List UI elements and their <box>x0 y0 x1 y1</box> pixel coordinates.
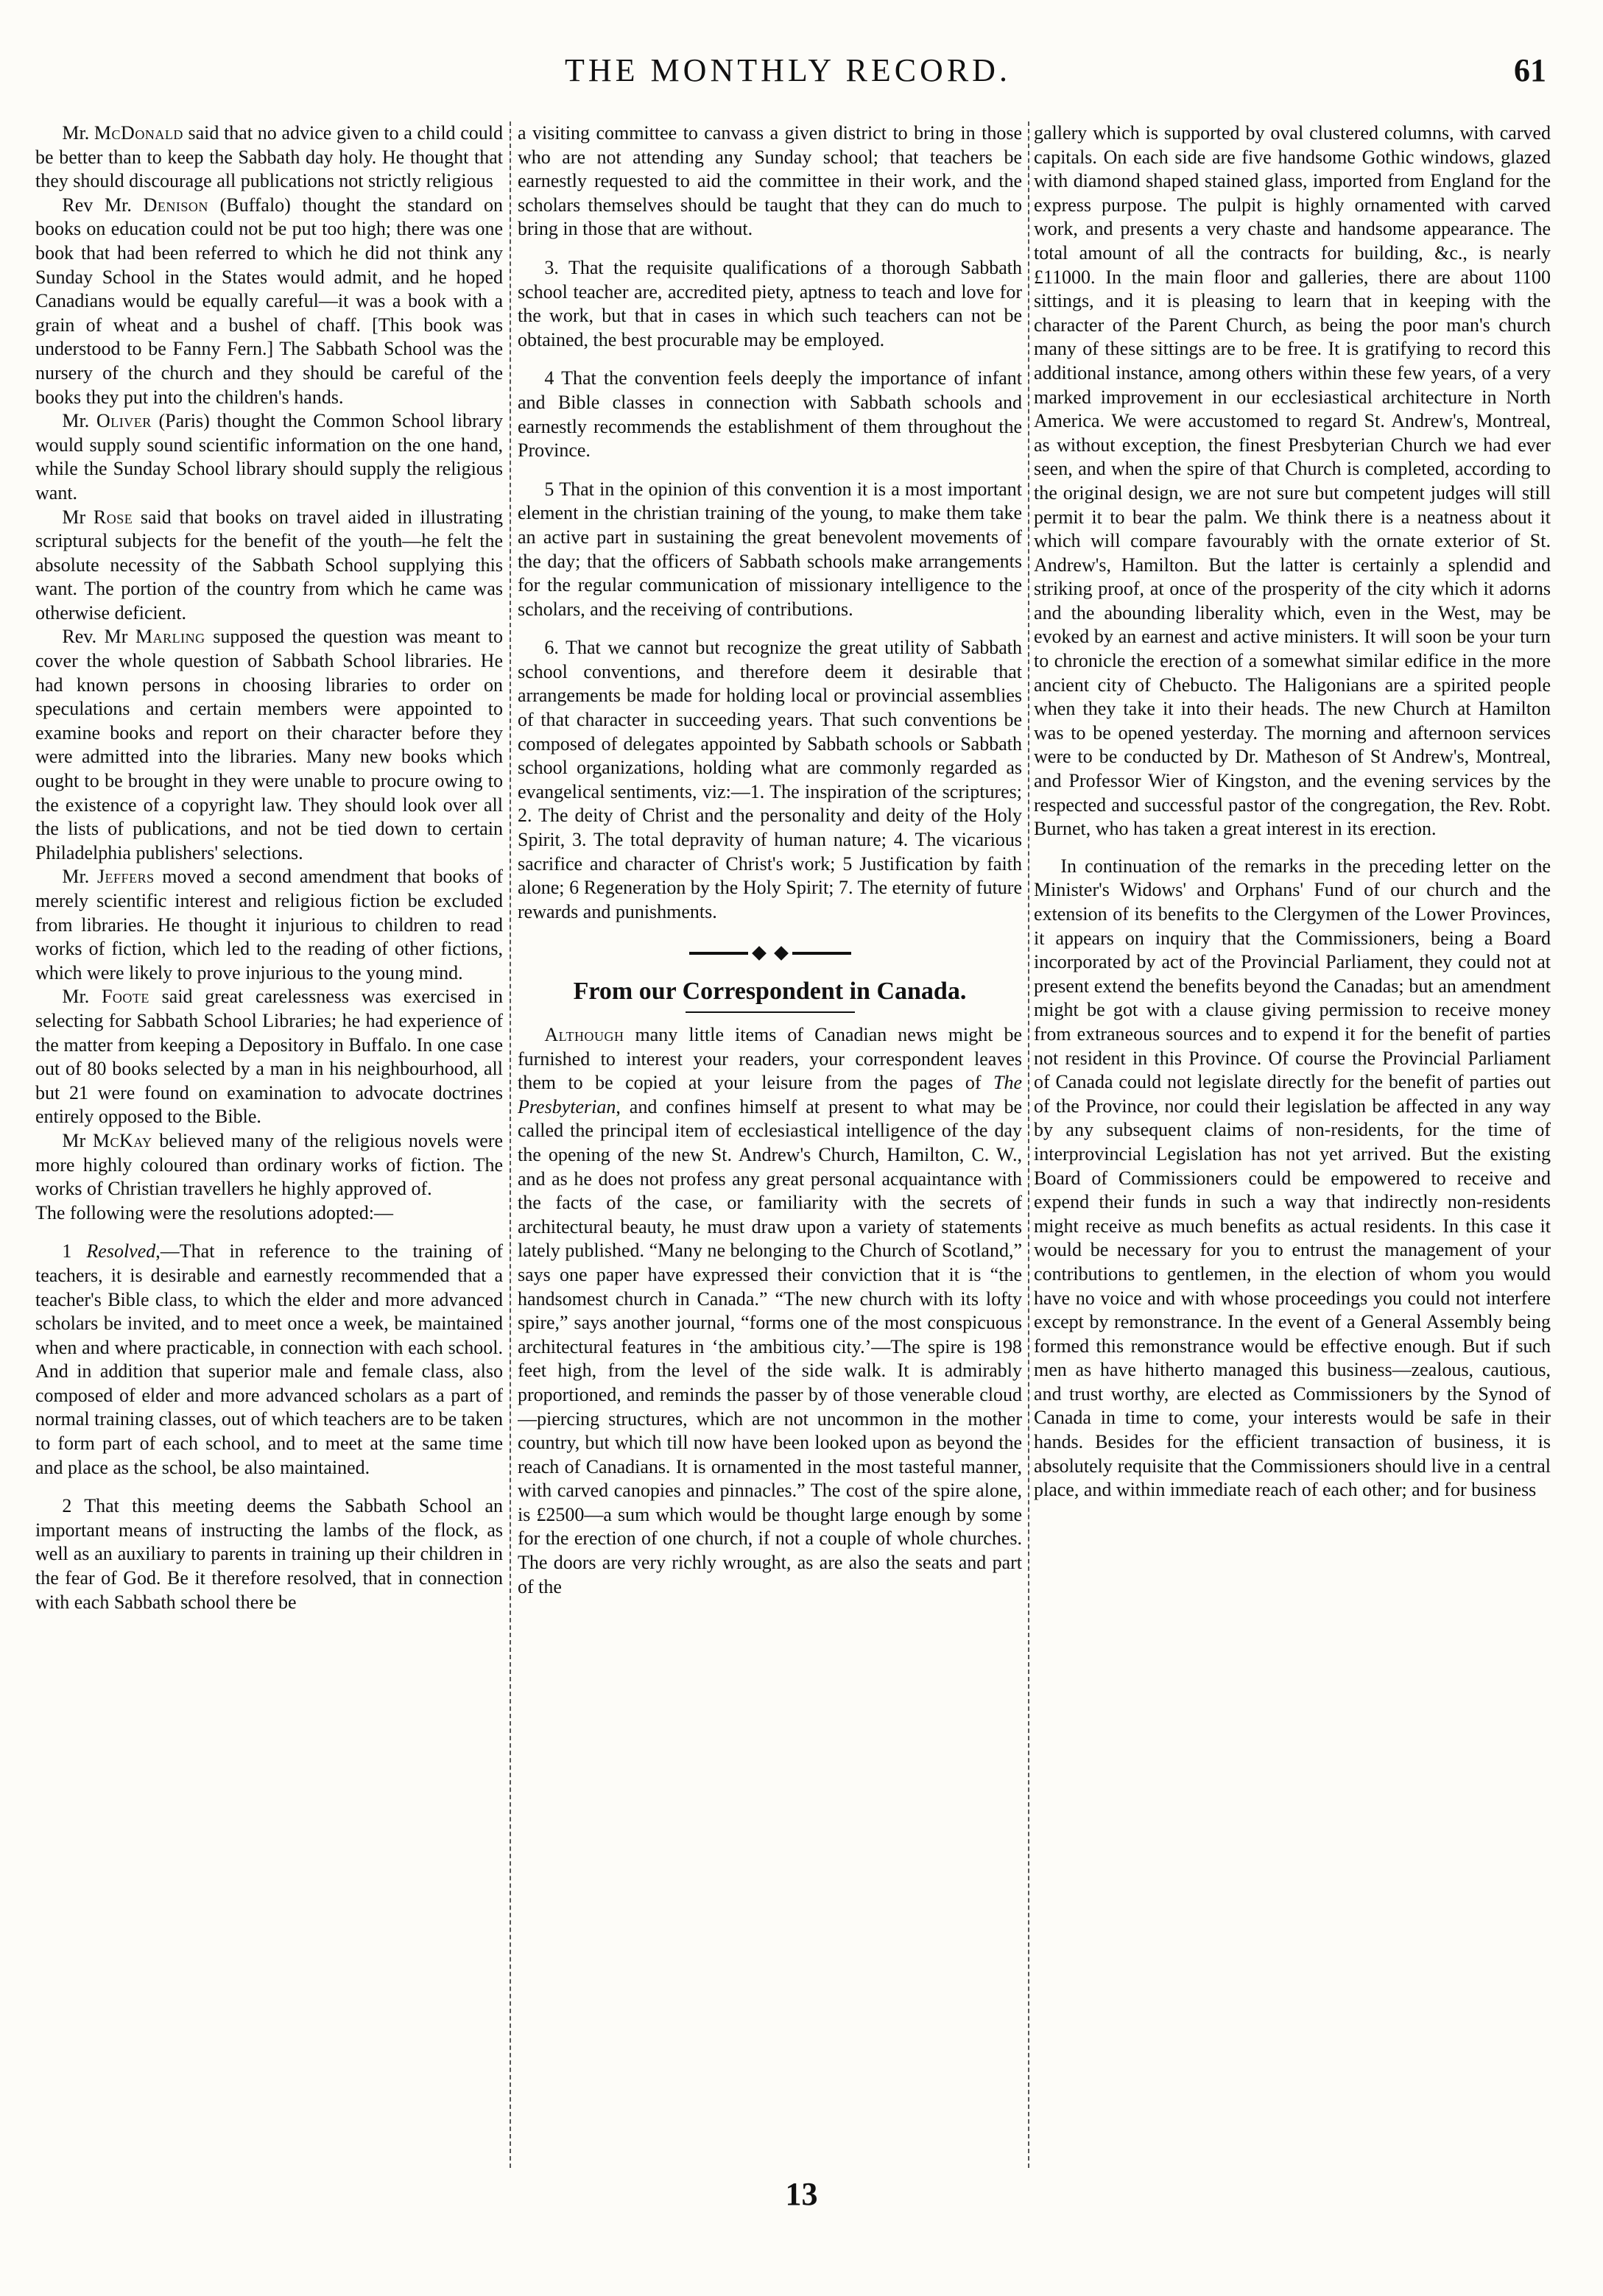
ornament-diamond <box>774 946 789 961</box>
speaker-name: McDonald <box>94 122 183 144</box>
column-rule-left <box>510 121 511 2168</box>
text-run: ,—That in reference to the training of teachers, it is desirable and earnestly recommended that a teacher's Bible class, to which the elder and more advanced scholars be invited, and to meet once a week, be maintained when and where practicable, in connection with each school. And in addition that superior male and female class, also composed of elder and more advanced scholars as a part of normal training classes, out of which teachers are to be taken to form part of each school, and to meet at the same time and place as the school, be also maintained. <box>35 1240 503 1478</box>
column-rule-right <box>1028 121 1029 2168</box>
paragraph-mcdonald <box>35 121 503 194</box>
text-run: said great carelessness was exercised in selecting for Sabbath School Libraries; he had experience of the matter from keeping a Depository in Buffalo. In one case out of 80 books selected by a man in his neighbourhood, all but 21 were found on examination to advocate doctrines entirely opposed to the Bible. <box>35 986 503 1128</box>
text-run: Mr. <box>62 866 97 888</box>
lead-word: Although <box>544 1024 624 1045</box>
text-run: Mr. <box>62 410 96 432</box>
column-3 <box>1034 121 1551 2168</box>
running-title: THE MONTHLY RECORD. <box>565 52 1011 88</box>
ornament-bar <box>689 952 748 955</box>
section-heading: From our Correspondent in Canada. <box>573 978 967 1006</box>
text-run: Rev Mr. <box>62 194 144 216</box>
page-header <box>29 52 1546 110</box>
resolution-2-continued: a visiting committee to canvass a given district to bring in those who are not attending any Sunday school; that teachers be earnestly requested to aid the committee in their work, and the scholars themselves should be taught that they can do much to bring in those that are without. <box>518 122 1022 240</box>
paragraph-jeffers <box>35 865 503 985</box>
signature-mark: 13 <box>785 2176 818 2212</box>
ornament-bar <box>792 952 851 955</box>
text-run: supposed the question was meant to cover the whole question of Sabbath School libraries. He had known persons in choosing libraries to order on speculations and certain members were appointed to examine books and report on their character before they were admitted into the libraries. Many new books which ought to be brought in they were unable to procure owing to the existence of a copyright law. They should look over all the lists of publications, and not be tied down to certain Philadelphia publishers' selections. <box>35 626 503 863</box>
resolution-5: 5 That in the opinion of this convention it is a most important element in the christian training of the young, to make them take an active part in sustaining the great benevolent movements of the day; that the officers of Sabbath schools make arrangements for the regular communication of missionary intelligence to the scholars, and the receiving of contributions. <box>518 478 1022 620</box>
column-2 <box>518 121 1022 2168</box>
paragraph-mckay <box>35 1129 503 1201</box>
paragraph-gap <box>1034 841 1551 855</box>
column-1 <box>35 121 503 2168</box>
text-run: said that no advice given to a child could be better than to keep the Sabbath day holy. He thought that they should discourage all publications not strictly religious <box>35 122 503 192</box>
text-run: moved a second amendment that books of merely scientific interest and religious fiction be excluded from libraries. He thought it injurious to children to read works of fiction, which led to the reading of other fictions, which were likely to prove injurious to the young mind. <box>35 866 503 983</box>
text-run: 1 <box>62 1240 87 1262</box>
publication-title: The Presbyterian <box>518 1072 1022 1117</box>
text-run: Mr <box>62 506 94 528</box>
text-run: Mr. <box>62 986 102 1008</box>
text-run: said that books on travel aided in illustrating scriptural subjects for the benefit of the youth—he felt the absolute necessity of the Sabbath School supplying this want. The portion of the country from which he came was otherwise deficient. <box>35 506 503 624</box>
paragraph-correspondent <box>518 1023 1022 1599</box>
section-ornament <box>518 943 1022 961</box>
paragraph-marling <box>35 625 503 865</box>
speaker-name: Jeffers <box>96 866 155 888</box>
resolution-4: 4 That the convention feels deeply the importance of infant and Bible classes in connection with Sabbath schools and earnestly recommends the establishment of them throughout the Province. <box>518 367 1022 462</box>
resolution-1 <box>35 1240 503 1480</box>
paragraph-oliver <box>35 409 503 505</box>
page-number: 61 <box>1514 52 1546 88</box>
speaker-name: Rose <box>93 506 133 528</box>
speaker-name: Denison <box>143 194 208 216</box>
text-run: , and confines himself at present to what may be called the principal item of ecclesiastical intelligence of the day the opening of the new St. Andrew's Church, Hamilton, C. W., and as he does not profess any great personal acquaintance with the facts of the case, or familiarity with the secrets of architectural beauty, he must draw upon a variety of statements lately published. “Many ne belonging to the Church of Scotland,” says one paper have expressed their conviction that it is “the handsomest church in Canada.” “The new church with its lofty spire,” says another journal, “forms one of the most conspicuous architectural features in ‘the ambitious city.’—The spire is 198 feet high, from the level of the side walk. It is admirably proportioned, and reminds the passer by of those venerable cloud—piercing structures, which are not uncommon in the mother country, but which till now have been looked upon as beyond the reach of Canadians. It is ornamented in the most tasteful manner, with carved canopies and pinnacles.” The cost of the spire alone, is £2500—a sum which would be thought large enough by some for the erection of one church, if not a couple of whole churches. The doors are very richly wrought, as are also the seats and part of the <box>518 1095 1022 1597</box>
text-run: Mr. <box>62 122 94 144</box>
text-run: (Paris) thought the Common School library would supply sound scientific information on the one hand, while the Sunday School library should supply the religious want. <box>35 410 503 504</box>
speaker-name: Foote <box>101 986 149 1008</box>
paragraph-resolutions-intro: The following were the resolutions adopted:— <box>35 1201 393 1223</box>
paragraph-denison <box>35 194 503 409</box>
resolution-2: 2 That this meeting deems the Sabbath School an important means of instructing the lambs of the flock, as well as an auxiliary to parents in training up their children in the fear of God. Be it therefore resolved, that in connection with each Sabbath school there be <box>35 1495 503 1613</box>
resolution-6: 6. That we cannot but recognize the great utility of Sabbath school conventions, and therefore deem it desirable that arrangements be made for holding local or provincial assemblies of that character in succeeding years. That such conventions be composed of delegates appointed by Sabbath schools or Sabbath school organizations, holding what are commonly regarded as evangelical sentiments, viz:—1. The inspiration of the scriptures; 2. The deity of Christ and the personality and deity of the Holy Spirit, 3. The total depravity of human nature; 4. The vicarious sacrifice and character of Christ's work; 5 Justification by faith alone; 6 Regeneration by the Holy Spirit; 7. The eternity of future rewards and punishments. <box>518 637 1022 922</box>
text-run: (Buffalo) thought the standard on books on education could not be put too high; there was one book that had been referred to which he did not think any Sunday School in the States would admit, and he hoped Canadians would be equally careful—it was a book with a grain of wheat and a bushel of chaff. [This book was understood to be Fanny Fern.] The Sabbath School was the nursery of the church and they should be careful of the books they put into the children's hands. <box>35 194 503 408</box>
speaker-name: Oliver <box>96 410 152 432</box>
resolution-3: 3. That the requisite qualifications of a thorough Sabbath school teacher are, accredited piety, aptness to teach and love for the work, but that in cases in which such teachers can not be obtained, the best procurable may be employed. <box>518 256 1022 350</box>
speaker-name: McKay <box>92 1129 152 1151</box>
resolved-word: Resolved <box>86 1240 156 1262</box>
ornament-diamond <box>752 946 767 961</box>
paragraph-widows-fund: In continuation of the remarks in the preceding letter on the Minister's Widows' and Orphans' Fund of our church and the extension of its benefits to the Clergymen of the Lower Provinces, it appears on inquiry that the Commissioners, being a Board incorporated by act of the Provincial Parliament, they could not at present extend the benefits beyond the Canadas; but an amendment might be got with a clause giving permission to receive money from extraneous sources and to expend it for the benefit of parties not resident in this Province. Of course the Provincial Parliament of Canada could not legislate directly for the benefit of parties out of the Province, nor could their legislation be affected in any way by any subsequent claims of non-residents, for the time of interprovincial Legislation has not yet arrived. But the existing Board of Commissioners could be empowered to receive and expend their funds in such a way that indirectly non-residents might receive as much benefits as actual residents. In this case it would be necessary for you to entrust the management of your contributions to gentlemen, in the election of whom you would have no voice and with whose proceedings you could not interfere except by remonstrance. In the event of a General Assembly being formed this remonstrance would be effective enough. But if such men as have hitherto managed this business—zealous, cautious, and trust worthy, are elected as Commissioners by the Synod of Canada in time to come, your interests would be safe in their hands. Besides for the efficient transaction of business, it is absolutely requisite that the Commissioners should live in a central place, and within immediate reach of each other; and for business <box>1034 855 1551 1501</box>
text-run: Mr <box>62 1129 93 1151</box>
paragraph-church-description: gallery which is supported by oval clustered columns, with carved capitals. On each side are five handsome Gothic windows, glazed with diamond shaped stained glass, imported from England for the express purpose. The pulpit is highly ornamented with carved work, and presents a very chaste and handsome appearance. The total amount of all the contracts for building, &c., is nearly £11000. In the main floor and galleries, there are about 1100 sittings, and it is pleasing to learn that in keeping with the character of the Parent Church, as being the poor man's church many of these sittings are to be free. It is gratifying to record this additional instance, among others within these few years, of a very marked improvement in our ecclesiastical architecture in North America. We were accustomed to regard St. Andrew's, Montreal, as without exception, the finest Presbyterian Church we had ever seen, and when the spire of that Church is completed, according to the original design, we are not sure but competent judges will still permit it to bear the palm. We think there is a neatness about it which will compare favourably with the ornate exterior of St. Andrew's, Hamilton. But the latter is certainly a splendid and striking proof, at once of the prosperity of the city which it adorns and the abounding liberality which, even in the West, may be evoked by an earnest and active ministers. It will soon be your turn to chronicle the erection of a somewhat similar edifice in the more ancient city of Chebucto. The Haligonians are a spirited people when they take it into their heads. The new Church at Hamilton was to be opened yesterday. The morning and afternoon services were to be conducted by Dr. Matheson of St Andrew's, Montreal, and Professor Wier of Kingston, and the evening services by the respected and successful pastor of the congregation, the Rev. Robt. Burnet, who has taken a great interest in its erection. <box>1034 122 1551 840</box>
text-run: Rev. Mr <box>62 626 136 648</box>
text-run: many little items of Canadian news might be furnished to interest your readers, your correspondent leaves them to be copied at your leisure from the pages of <box>518 1024 1022 1094</box>
paragraph-foote <box>35 985 503 1129</box>
speaker-name: Marling <box>135 626 205 648</box>
heading-rule <box>686 1011 855 1013</box>
paragraph-rose <box>35 506 503 626</box>
text-run: believed many of the religious novels were more highly coloured than ordinary works of fiction. The works of Christian travellers he highly approved of. <box>35 1129 503 1200</box>
